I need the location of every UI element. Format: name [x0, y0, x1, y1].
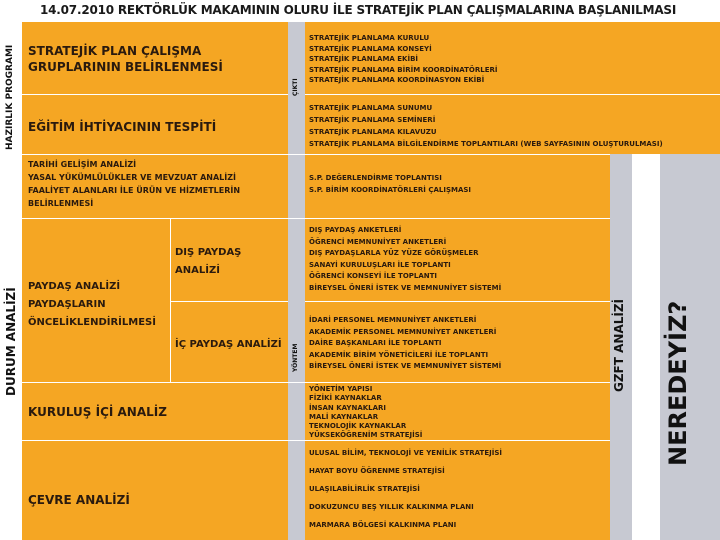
list-item: YASAL YÜKÜMLÜLÜKLER VE MEVZUAT ANALİZİ [28, 173, 237, 182]
list-item: STRATEJİK PLANLAMA KILAVUZU [309, 128, 437, 136]
tarihi-list [28, 158, 283, 210]
list-item: FİZİKİ KAYNAKLAR [309, 394, 382, 403]
durum-analizi-label: DURUM ANALİZİ [4, 287, 18, 396]
list-item: AKADEMİK PERSONEL MEMNUNİYET ANKETLERİ [309, 327, 497, 336]
list-item: DOKUZUNCU BEŞ YILLIK KALKINMA PLANI [309, 503, 474, 511]
list-item: S.P. DEĞERLENDİRME TOPLANTISI [309, 174, 442, 182]
dis-paydas-analizi-text: DIŞ PAYDAŞ ANALİZİ [175, 247, 242, 276]
divider [22, 154, 610, 155]
egitim-output-list [309, 102, 719, 150]
cikti-label: ÇIKTI [292, 78, 299, 96]
list-item: MALİ KAYNAKLAR [309, 412, 379, 421]
list-item: BİREYSEL ÖNERİ İSTEK VE MEMNUNİYET SİSTEMİ [309, 362, 502, 370]
list-item: DAİRE BAŞKANLARI İLE TOPLANTI [309, 339, 442, 347]
divider [632, 154, 633, 540]
divider [305, 301, 610, 302]
list-item: BİREYSEL ÖNERİ İSTEK VE MEMNUNİYET SİSTEMİ [309, 283, 502, 292]
list-item: STRATEJİK PLANLAMA KONSEYİ [309, 44, 432, 53]
list-item: FAALİYET ALANLARI İLE ÜRÜN VE HİZMETLERİN BELİRLENMESİ [28, 186, 241, 208]
list-item: İDARİ PERSONEL MEMNUNİYET ANKETLERİ [309, 316, 477, 324]
page-title: 14.07.2010 REKTÖRLÜK MAKAMININ OLURU İLE STRATEJİK PLAN ÇALIŞMALARINA BAŞLANILMASI [40, 3, 677, 17]
list-item: ULAŞILABİLİRLİK STRATEJİSİ [309, 485, 420, 493]
list-item: SANAYİ KURULUŞLARI İLE TOPLANTI [309, 260, 451, 269]
list-item: MARMARA BÖLGESİ KALKINMA PLANI [309, 521, 457, 529]
list-item: YÖNETİM YAPISI [309, 385, 373, 393]
list-item: HAYAT BOYU ÖĞRENME STRATEJİSİ [309, 467, 445, 475]
grup-output-list [309, 33, 609, 86]
divider [170, 301, 288, 302]
dis-paydas-method-list [309, 225, 609, 294]
list-item: STRATEJİK PLANLAMA KOORDİNASYON EKİBİ [309, 76, 485, 84]
divider [305, 94, 720, 95]
paydas-analizi-text [28, 278, 168, 332]
list-item: STRATEJİK PLANLAMA SEMİNERİ [309, 116, 436, 124]
ic-paydas-method-list [309, 315, 609, 373]
list-item: STRATEJİK PLANLAMA SUNUMU [309, 104, 433, 112]
list-item: STRATEJİK PLANLAMA KURULU [309, 34, 430, 42]
hazirlik-programi-label: HAZIRLIK PROGRAMI [5, 44, 15, 150]
cevre-method-list [309, 444, 609, 534]
list-item: AKADEMİK BİRİM YÖNETİCİLERİ İLE TOPLANTI [309, 350, 489, 359]
list-item: PAYDAŞLARIN ÖNCELİKLENDİRİLMESİ [28, 299, 156, 328]
list-item: DIŞ PAYDAŞ ANKETLERİ [309, 226, 402, 234]
neredeyiz-label: NEREDEYİZ? [664, 300, 692, 466]
egitim-ihtiyaci-text: EĞİTİM İHTİYACININ TESPİTİ [28, 120, 217, 134]
yontem-label: YÖNTEM [292, 343, 299, 372]
cevre-analizi-text: ÇEVRE ANALİZİ [28, 493, 130, 507]
list-item: S.P. BİRİM KOORDİNATÖRLERİ ÇALIŞMASI [309, 186, 472, 194]
list-item: ÖĞRENCİ KONSEYİ İLE TOPLANTI [309, 272, 438, 280]
list-item: DIŞ PAYDAŞLARLA YÜZ YÜZE GÖRÜŞMELER [309, 249, 479, 257]
list-item: YÜKSEKÖĞRENİM STRATEJİSİ [309, 431, 423, 440]
divider [22, 382, 610, 383]
ic-paydas-analizi-text: İÇ PAYDAŞ ANALİZİ [175, 339, 282, 350]
kurulus-method-list [309, 385, 609, 441]
list-item: STRATEJİK PLANLAMA BİLGİLENDİRME TOPLANTILARI (WEB SAYFASININ OLUŞTURULMASI) [309, 140, 663, 148]
gzft-analizi-label: GZFT ANALİZİ [612, 298, 626, 392]
divider [170, 218, 171, 382]
divider [22, 218, 610, 219]
list-item: PAYDAŞ ANALİZİ [28, 281, 121, 292]
grup-belirlenmesi-text: STRATEJİK PLAN ÇALIŞMA GRUPLARININ BELİRLENMESİ [28, 44, 223, 74]
list-item: STRATEJİK PLANLAMA EKİBİ [309, 55, 419, 63]
list-item: İNSAN KAYNAKLARI [309, 403, 387, 412]
tarihi-method-list [309, 172, 609, 196]
divider [22, 94, 288, 95]
kurulus-ici-analiz-text: KURULUŞ İÇİ ANALİZ [28, 405, 167, 419]
list-item: TEKNOLOJİK KAYNAKLAR [309, 422, 407, 431]
list-item: STRATEJİK PLANLAMA BİRİM KOORDİNATÖRLERİ [309, 65, 498, 74]
list-item: ÖĞRENCİ MEMNUNİYET ANKETLERİ [309, 237, 447, 246]
list-item: ULUSAL BİLİM, TEKNOLOJİ VE YENİLİK STRATEJİSİ [309, 449, 502, 457]
list-item: TARİHİ GELİŞİM ANALİZİ [28, 160, 137, 169]
